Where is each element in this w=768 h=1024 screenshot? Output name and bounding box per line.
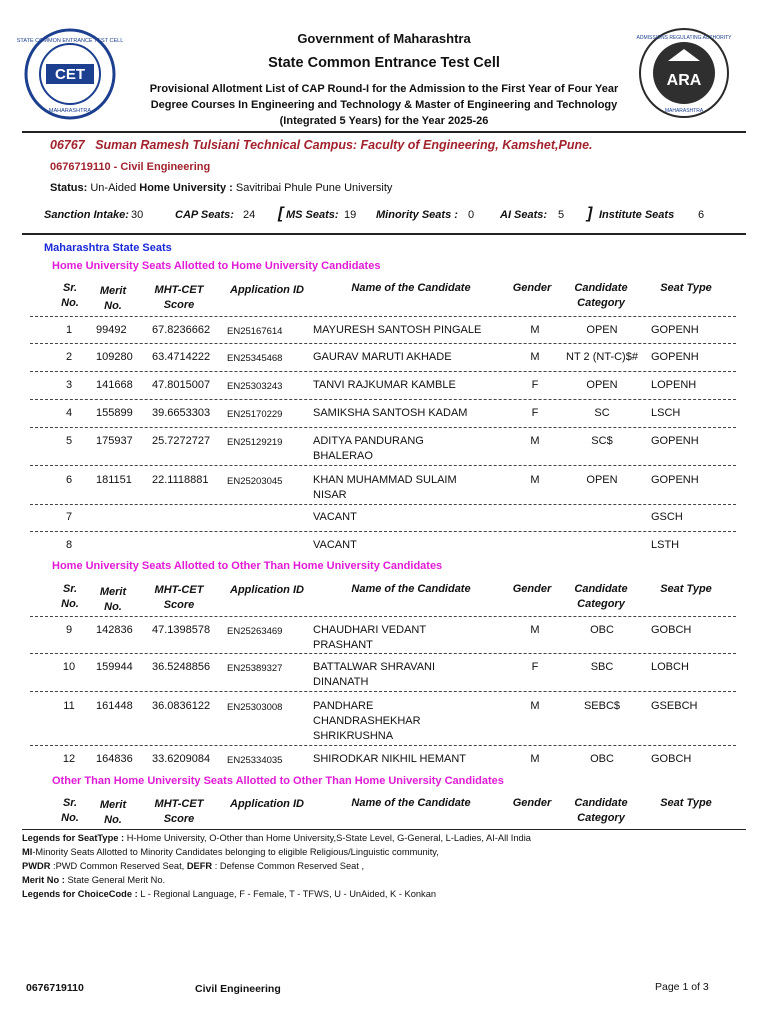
col-appid: Application ID [230,798,304,810]
desc-line-3: (Integrated 5 Years) for the Year 2025-26 [279,115,489,127]
status-line [50,182,392,194]
legend-seat-type: Legends for SeatType : H-Home University, O-Other than Home University,S-State Level, G-General, L-Ladies, AI-All India [22,833,531,843]
candidate-name-line: PANDHARE [313,700,374,712]
cell-score: 63.4714222 [152,351,211,363]
cell-merit: 175937 [96,435,133,447]
home-university-label: Home University : [139,182,233,194]
legend-merit: Merit No : State General Merit No. [22,875,166,885]
cell-name [313,323,503,338]
status-label: Status: [50,182,88,194]
row-divider [30,691,736,692]
cell-merit: 141668 [96,379,133,391]
cell-gender: M [530,624,540,636]
cell-gender: M [530,474,540,486]
footer-code: 0676719110 [26,982,84,994]
cell-name [313,538,503,553]
cell-name [313,350,503,365]
candidate-name-line: ADITYA PANDURANG [313,435,424,447]
cell-sr: 6 [65,474,73,486]
cell-app: EN25170229 [227,409,283,420]
institute-line [50,138,593,152]
cell-merit: 161448 [96,700,133,712]
col-appid: Application ID [230,284,304,296]
seats-line [44,205,744,225]
cap-label: CAP Seats: [175,209,234,221]
row-divider [30,616,736,617]
cell-gender: M [530,753,540,765]
cell-cat: SC$ [591,435,613,447]
cell-sr: 8 [65,539,73,551]
cell-seat: GOPENH [651,324,699,336]
sanction-label: Sanction Intake: [44,209,129,221]
sanction-value: 30 [131,209,144,221]
cell-app: EN25303243 [227,381,283,392]
minority-value: 0 [468,209,475,221]
cell-seat: GOPENH [651,435,699,447]
institute-name: Suman Ramesh Tulsiani Technical Campus: Faculty of Engineering, Kamshet,Pune. [95,138,593,152]
candidate-name-line: BHALERAO [313,450,373,462]
cell-name [313,660,503,690]
cell-merit: 99492 [96,324,127,336]
minority-label: Minority Seats : [376,209,458,221]
candidate-name-line: CHANDRASHEKHAR [313,715,421,727]
row-divider [30,504,736,505]
col-name: Name of the Candidate [351,282,471,294]
cell-sr: 7 [65,511,73,523]
col-score: MHT-CET Score [154,798,204,825]
institute-code: 06767 [50,138,85,152]
cell-sr: 3 [65,379,73,391]
cell-sr: 10 [62,661,76,673]
candidate-name-line: SHRIKRUSHNA [313,730,394,742]
col-score: MHT-CET Score [154,284,204,311]
cell-cat: OBC [590,624,614,636]
row-divider [30,427,736,428]
ara-logo-ring: ADMISSIONS REGULATING AUTHORITY [636,35,732,41]
candidate-name-line: CHAUDHARI VEDANT [313,624,427,636]
candidate-name-line: SAMIKSHA SANTOSH KADAM [313,407,468,419]
cell-score: 33.6209084 [152,753,211,765]
cell-merit: 109280 [96,351,133,363]
header-rule [22,131,746,133]
section-state-seats: Maharashtra State Seats [44,242,172,254]
cell-name [313,378,503,393]
cell-score: 25.7272727 [152,435,211,447]
cell-sr: 2 [65,351,73,363]
cell-gender: M [530,351,540,363]
legend-rule [22,829,746,830]
cell-sr: 1 [65,324,73,336]
row-divider [30,343,736,344]
col-sr: Sr. No. [61,797,79,824]
cell-name [313,406,503,421]
candidate-name-line: PRASHANT [313,639,373,651]
section-hu-hu: Home University Seats Allotted to Home University Candidates [52,260,381,272]
cell-score: 47.8015007 [152,379,211,391]
cell-cat: OPEN [586,379,618,391]
cet-logo-text: CET [55,66,85,83]
desc-line-2: Degree Courses In Engineering and Technology & Master of Engineering and Technology [150,99,618,111]
row-divider [30,399,736,400]
ms-label: MS Seats: [286,209,339,221]
col-category: Candidate Category [574,797,628,824]
status-value: Un-Aided [90,182,137,194]
cell-sr: 5 [65,435,73,447]
cet-logo-ring: STATE COMMON ENTRANCE TEST CELL [16,38,124,44]
col-name: Name of the Candidate [351,583,471,595]
cell-gender: F [531,379,539,391]
cell-seat: LSCH [651,407,681,419]
cell-score: 67.8236662 [152,324,211,336]
cell-merit: 164836 [96,753,133,765]
candidate-name-line: MAYURESH SANTOSH PINGALE [313,324,482,336]
candidate-name-line: KHAN MUHAMMAD SULAIM [313,474,457,486]
home-university-value: Savitribai Phule Pune University [235,182,393,194]
row-divider [30,745,736,746]
col-category: Candidate Category [574,282,628,309]
cell-merit: 159944 [96,661,133,673]
cell-app: EN25129219 [227,437,283,448]
cell-seat: LOPENH [651,379,697,391]
row-divider [30,371,736,372]
col-name: Name of the Candidate [351,797,471,809]
cell-seat: GOBCH [651,753,692,765]
institute-seats-label: Institute Seats [599,209,675,221]
cell-name [313,510,503,525]
desc-line-1: Provisional Allotment List of CAP Round-I for the Admission to the First Year of Four Year [149,83,619,95]
cell-sr: 4 [65,407,73,419]
cell-sr: 12 [62,753,76,765]
cell-cat: OPEN [586,324,618,336]
cell-seat: GSEBCH [651,700,698,712]
cell-gender: M [530,324,540,336]
legend-pwdr: PWDR :PWD Common Reserved Seat, DEFR : Defense Common Reserved Seat , [22,861,365,871]
cell-gender: F [531,407,539,419]
cell-name [313,699,503,744]
cell-name [313,434,503,464]
candidate-name-line: GAURAV MARUTI AKHADE [313,351,452,363]
cell-seat: GOPENH [651,351,699,363]
cell-seat: LSTH [651,539,680,551]
seats-rule [22,233,746,235]
cell-name [313,752,503,767]
row-divider [30,316,736,317]
cell-merit: 181151 [96,474,132,486]
gov-title: Government of Maharashtra [297,31,471,46]
section-hu-other: Home University Seats Allotted to Other Than Home University Candidates [52,560,443,572]
cell-gender: M [530,435,540,447]
candidate-name-line: BATTALWAR SHRAVANI [313,661,436,673]
cell-seat: LOBCH [651,661,689,673]
col-sr: Sr. No. [61,583,79,610]
cell-app: EN25389327 [227,663,283,674]
candidate-name-line: DINANATH [313,676,369,688]
candidate-name-line: TANVI RAJKUMAR KAMBLE [313,379,456,391]
footer-page: Page 1 of 3 [655,981,709,993]
institute-seats-value: 6 [698,209,705,221]
row-divider [30,465,736,466]
candidate-name-line: VACANT [313,511,357,523]
cell-score: 36.0836122 [152,700,211,712]
cap-value: 24 [243,209,256,221]
ara-logo-text: ARA [666,72,702,89]
cell-cat: NT 2 (NT-C)$# [566,351,638,363]
cell-app: EN25263469 [227,626,283,637]
col-merit: Merit No. [99,285,127,312]
row-divider [30,653,736,654]
cell-app: EN25303008 [227,702,283,713]
cell-seat: GSCH [651,511,683,523]
cell-name [313,623,503,653]
cell-score: 39.6653303 [152,407,211,419]
cell-name [313,473,503,503]
cell-cat: OBC [590,753,614,765]
legend-choice-code: Legends for ChoiceCode : L - Regional Language, F - Female, T - TFWS, U - UnAided, K - Konkan [22,889,437,899]
col-seat-type: Seat Type [660,583,712,595]
col-category: Candidate Category [574,583,628,610]
ara-logo-state: MAHARASHTRA [664,108,704,114]
cell-seat: GOBCH [651,624,692,636]
candidate-name-line: VACANT [313,539,357,551]
ms-value: 19 [344,209,357,221]
section-other-other: Other Than Home University Seats Allotted to Other Than Home University Candidates [52,775,504,787]
col-seat-type: Seat Type [660,797,712,809]
cet-logo-state: MAHARASHTRA [48,108,92,114]
col-gender: Gender [512,583,552,595]
cell-merit: 155899 [96,407,133,419]
col-score: MHT-CET Score [154,584,204,611]
cell-cat: SC [594,407,610,419]
col-gender: Gender [512,282,552,294]
col-sr: Sr. No. [61,282,79,309]
row-divider [30,531,736,532]
cell-gender: F [531,661,539,673]
cell-score: 36.5248856 [152,661,211,673]
legend-minority: MI-Minority Seats Allotted to Minority Candidates belonging to eligible Religious/Linguistic community, [22,847,439,857]
cell-score: 22.1118881 [152,474,209,486]
col-seat-type: Seat Type [660,282,712,294]
footer-course: Civil Engineering [195,983,281,995]
candidate-name-line: SHIRODKAR NIKHIL HEMANT [313,753,467,765]
candidate-name-line: NISAR [313,489,347,501]
col-gender: Gender [512,797,552,809]
cell-seat: GOPENH [651,474,699,486]
cell-title: State Common Entrance Test Cell [268,55,500,71]
close-bracket: ] [587,205,593,222]
col-merit: Merit No. [99,586,127,613]
cell-app: EN25334035 [227,755,283,766]
cell-cat: SEBC$ [583,700,621,712]
cell-sr: 11 [63,700,75,712]
ai-label: AI Seats: [500,209,548,221]
ai-value: 5 [558,209,565,221]
cell-app: EN25167614 [227,326,283,337]
cell-merit: 142836 [96,624,133,636]
open-bracket: [ [278,205,284,222]
cell-cat: OPEN [586,474,618,486]
col-appid: Application ID [230,584,304,596]
cell-sr: 9 [65,624,73,636]
cell-gender: M [530,700,540,712]
cell-cat: SBC [590,661,614,673]
cell-app: EN25203045 [227,476,283,487]
course-line: 0676719110 - Civil Engineering [50,161,211,173]
cell-score: 47.1398578 [152,624,211,636]
cell-app: EN25345468 [227,353,283,364]
col-merit: Merit No. [99,799,127,826]
